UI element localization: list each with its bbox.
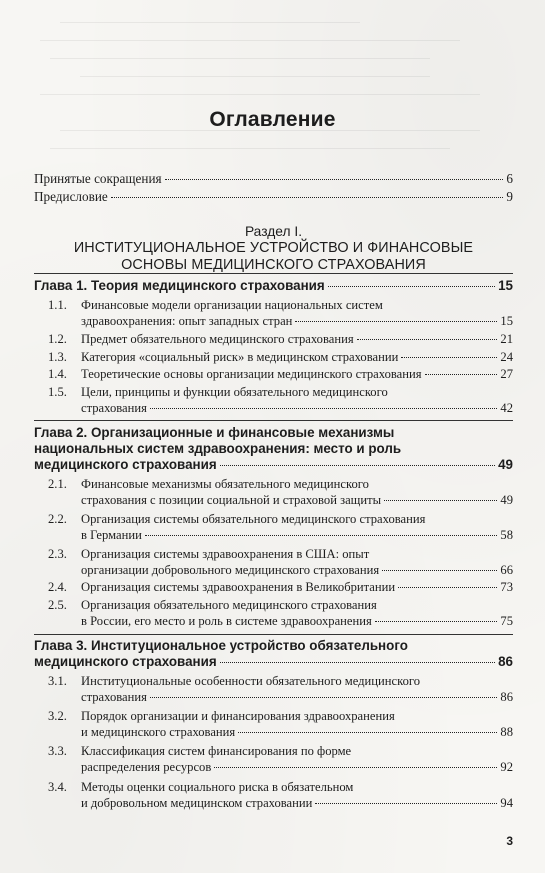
dot-leader (328, 286, 495, 287)
toc-item-3-2[interactable] (48, 709, 513, 740)
item-page: 42 (500, 400, 513, 415)
section-heading (34, 224, 513, 274)
dot-leader (384, 500, 497, 501)
item-title-line: Классификация систем финансирования по форме (81, 744, 352, 758)
chapter-page: 15 (498, 278, 513, 293)
divider (34, 273, 513, 274)
dot-leader (357, 339, 498, 340)
toc-item-2-3[interactable] (48, 547, 513, 578)
section-title-line2: ОСНОВЫ МЕДИЦИНСКОГО СТРАХОВАНИЯ (121, 257, 426, 273)
item-page: 27 (500, 367, 513, 381)
chapter-title-line: Глава 3. Институциональное устройство обязательного (34, 638, 408, 653)
item-title-last: страхования (81, 689, 147, 704)
item-page: 88 (500, 724, 513, 739)
page-number: 3 (506, 834, 513, 848)
toc-item-1-3[interactable] (48, 350, 513, 366)
item-page: 86 (500, 689, 513, 704)
item-title-last: и добровольном медицинском страховании (81, 795, 313, 810)
item-page: 49 (500, 492, 513, 507)
toc-item-1-5[interactable] (48, 385, 513, 416)
chapter-title-line: национальных систем здравоохранения: место и роль (34, 441, 402, 456)
item-title-line: Организация обязательного медицинского страхования (81, 598, 377, 612)
item-title-line: Методы оценки социального риска в обязательном (81, 780, 354, 794)
divider (34, 634, 513, 635)
section-label: Раздел I. (244, 224, 303, 239)
item-page: 24 (500, 350, 513, 364)
item-title-line: Организация системы здравоохранения в США: опыт (81, 547, 370, 561)
chapter-page: 49 (498, 457, 513, 472)
item-number: 2.1. (48, 477, 67, 491)
dot-leader (145, 535, 498, 536)
item-title-last: Теоретические основы организации медицинского страхования (81, 367, 422, 381)
item-title-last: и медицинского страхования (81, 724, 236, 739)
dot-leader (214, 767, 497, 768)
item-page: 21 (500, 332, 513, 346)
toc-item-2-5[interactable] (48, 598, 513, 629)
item-number: 3.4. (48, 780, 67, 794)
toc-item-1-1[interactable] (48, 298, 513, 329)
page-title: Оглавление (209, 108, 336, 131)
item-title-last: здравоохранения: опыт западных стран (81, 313, 293, 328)
item-page: 92 (500, 759, 513, 774)
toc-entry-abbreviations[interactable] (34, 171, 513, 187)
toc-chapter-1[interactable] (34, 278, 513, 294)
item-title-last: Организация системы здравоохранения в Великобритании (81, 580, 396, 594)
item-title-last: страхования (81, 400, 147, 415)
item-page: 94 (500, 795, 513, 810)
dot-leader (425, 374, 498, 375)
divider (34, 420, 513, 421)
toc-item-1-4[interactable] (48, 367, 513, 383)
dot-leader (295, 321, 497, 322)
dot-leader (220, 465, 495, 466)
dot-leader (398, 587, 497, 588)
item-title-line: Цели, принципы и функции обязательного медицинского (81, 385, 388, 399)
dot-leader (315, 803, 497, 804)
chapter-title-last: медицинского страхования (34, 457, 217, 472)
dot-leader (401, 357, 497, 358)
dot-leader (220, 662, 495, 663)
item-page: 58 (500, 527, 513, 542)
bleed-through-text (0, 0, 545, 200)
item-title-last: организации добровольного медицинского страхования (81, 562, 380, 577)
item-title-line: Институциональные особенности обязательного медицинского (81, 674, 421, 688)
item-title-line: Финансовые модели организации национальных систем (81, 298, 383, 312)
toc-chapter-3[interactable] (34, 638, 513, 670)
item-title-line: Финансовые механизмы обязательного медицинского (81, 477, 369, 491)
item-number: 2.2. (48, 512, 67, 526)
item-page: 15 (500, 313, 513, 328)
item-number: 1.5. (48, 385, 67, 399)
chapter-title-line: Глава 2. Организационные и финансовые механизмы (34, 425, 395, 440)
dot-leader (238, 732, 497, 733)
entry-page: 9 (506, 189, 513, 204)
section-title-line1: ИНСТИТУЦИОНАЛЬНОЕ УСТРОЙСТВО И ФИНАНСОВЫЕ (73, 240, 474, 256)
toc-item-1-2[interactable] (48, 332, 513, 348)
toc-item-2-2[interactable] (48, 512, 513, 543)
item-number: 2.3. (48, 547, 67, 561)
toc-item-2-4[interactable] (48, 580, 513, 596)
item-page: 75 (500, 613, 513, 628)
toc-item-3-4[interactable] (48, 780, 513, 811)
item-title-last: страхования с позиции социальной и страховой защиты (81, 492, 382, 507)
toc-chapter-2[interactable] (34, 425, 513, 473)
item-number: 1.1. (48, 298, 67, 312)
item-title-last: Категория «социальный риск» в медицинском страховании (81, 350, 399, 364)
item-title-last: распределения ресурсов (81, 759, 212, 774)
toc-item-3-1[interactable] (48, 674, 513, 705)
item-number: 2.5. (48, 598, 67, 612)
chapter-title: Глава 1. Теория медицинского страхования (34, 278, 325, 293)
dot-leader (150, 697, 498, 698)
dot-leader (111, 197, 504, 198)
toc-entry-preface[interactable] (34, 189, 513, 205)
item-number: 3.2. (48, 709, 67, 723)
item-title-last: в России, его место и роль в системе здравоохранения (81, 613, 372, 628)
dot-leader (165, 179, 504, 180)
item-title-line: Организация системы обязательного медицинского страхования (81, 512, 426, 526)
entry-label: Предисловие (34, 189, 108, 204)
entry-label: Принятые сокращения (34, 171, 162, 186)
item-number: 1.3. (48, 350, 67, 364)
entry-page: 6 (506, 171, 513, 186)
dot-leader (150, 408, 498, 409)
toc-item-3-3[interactable] (48, 744, 513, 775)
chapter-page: 86 (498, 654, 513, 669)
chapter-title-last: медицинского страхования (34, 654, 217, 669)
dot-leader (375, 621, 498, 622)
item-number: 3.1. (48, 674, 67, 688)
item-title-last: Предмет обязательного медицинского страхования (81, 332, 354, 346)
item-number: 3.3. (48, 744, 67, 758)
item-page: 66 (500, 562, 513, 577)
item-number: 1.4. (48, 367, 67, 381)
item-page: 73 (500, 580, 513, 594)
dot-leader (382, 570, 497, 571)
item-title-line: Порядок организации и финансирования здравоохранения (81, 709, 395, 723)
item-number: 1.2. (48, 332, 67, 346)
item-title-last: в Германии (81, 527, 142, 542)
toc-item-2-1[interactable] (48, 477, 513, 508)
item-number: 2.4. (48, 580, 67, 594)
